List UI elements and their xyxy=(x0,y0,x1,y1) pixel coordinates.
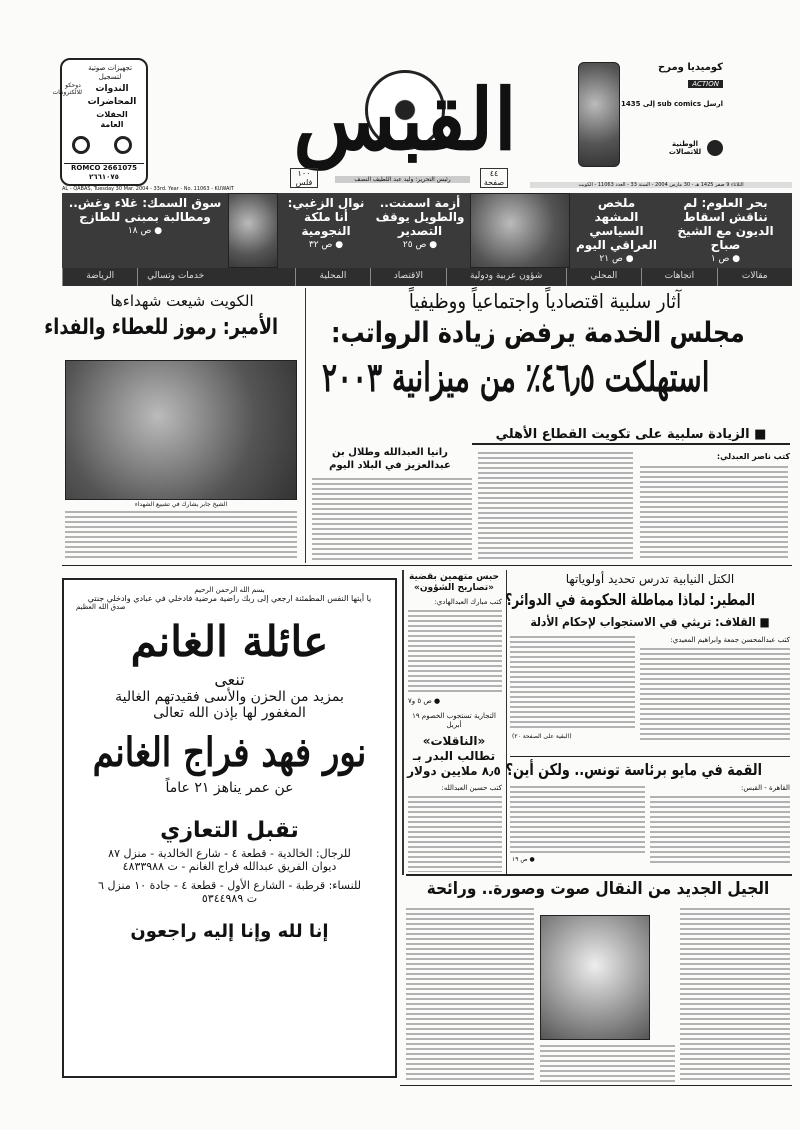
women-phone: ت ٥٣٤٤٩٨٩ xyxy=(201,892,258,905)
sms-text: ارسل sub comics إلى 1435 xyxy=(620,100,723,108)
phone-image xyxy=(578,62,620,167)
side-headline-1[interactable]: حبس متهمين بقضية «تصاريح الشؤون» xyxy=(409,572,499,593)
lead-body xyxy=(640,466,788,561)
logo-text: القبس xyxy=(293,70,517,169)
divider xyxy=(506,570,507,875)
basmala: بسم الله الرحمن الرحيم xyxy=(194,586,265,594)
brand-name: الوطنية للاتصالات xyxy=(668,140,702,156)
lead-kicker: آثار سلبية اقتصادياً واجتماعياً ووظيفياً xyxy=(408,289,682,313)
announce: تنعى xyxy=(214,670,245,689)
teaser-text: سوق السمك: غلاء وغش.. ومطالبة بمبنى للطازج xyxy=(68,196,222,224)
section-link[interactable]: الاقتصاد xyxy=(370,268,445,286)
mutair-byline: كتب عبدالمحسن جمعة وابراهيم المعيدي: xyxy=(670,636,790,644)
side-headline-2[interactable]: «الناقلات» تطالب البدر بـ ٨٫٥ ملايين دولار xyxy=(407,734,501,778)
page-ref: ● ص ١ xyxy=(710,254,741,264)
van-wheel-icon xyxy=(72,136,90,154)
summit-body xyxy=(510,786,645,854)
action-label: ACTION xyxy=(688,80,723,88)
singer-photo xyxy=(228,193,278,268)
lead-body xyxy=(478,452,633,561)
page-ref: ● ص ٣٢ xyxy=(308,240,344,250)
price: ١٠٠ فلس xyxy=(290,168,318,188)
section-link[interactable]: اتجاهات xyxy=(641,268,716,286)
ad-item: الندوات xyxy=(95,84,129,94)
visit-body xyxy=(312,478,472,561)
photo-caption: الشيخ جابر يشارك في تشييع الشهداء xyxy=(134,501,228,508)
romco-van-ad[interactable] xyxy=(52,58,148,186)
teaser-item[interactable] xyxy=(663,193,788,268)
teaser-text: أزمة اسمنت.. والطويل يوقف التصدير xyxy=(375,196,465,238)
page-ref: ● ص ٢٥ xyxy=(402,240,438,250)
newspaper-logo xyxy=(245,60,565,185)
condolence-title: تقبل التعازي xyxy=(160,818,299,843)
brand-logo-icon xyxy=(707,140,723,156)
divider xyxy=(406,874,792,876)
divider xyxy=(305,288,306,563)
editor-line: رئيس التحرير: وليد عبد اللطيف النصف xyxy=(335,176,470,183)
ad-phone: ROMCO 2661075 ٢٦٦١٠٧٥ xyxy=(64,163,144,182)
ad-title: تجهيزات صوتية لتسجيل xyxy=(88,64,132,81)
lead-sub: ■ الزيادة سلبية على تكويت القطاع الأهلي xyxy=(472,426,790,445)
teaser-text: ملخص المشهد السياسي العراقي اليوم xyxy=(576,196,657,252)
mobile-headline[interactable]: الجيل الجديد من النقال صوت وصورة.. ورائحة xyxy=(426,879,770,899)
ad-item: الحفلات العامة xyxy=(96,110,128,129)
page-ref: ● ص ١٨ xyxy=(127,226,163,236)
men-address: للرجال: الخالدية - قطعة ٤ - شارع الخالدية - منزل ٨٧ xyxy=(108,847,351,860)
ad-title: كوميديا ومرح xyxy=(658,62,723,73)
side-body-1 xyxy=(408,610,502,695)
teaser-band xyxy=(62,193,792,268)
teaser-item[interactable] xyxy=(574,193,659,268)
funeral-photo xyxy=(65,360,297,500)
emir-headline[interactable]: الأمير: رموز للعطاء والفداء xyxy=(44,315,278,340)
emir-body xyxy=(65,511,297,561)
politicians-photo xyxy=(470,193,570,268)
emir-kicker: الكويت شيعت شهداءها xyxy=(110,292,254,310)
closing-verse: إنا لله وإنا إليه راجعون xyxy=(130,921,329,942)
side-byline-1: كتب مبارك العبدالهادي: xyxy=(434,598,502,606)
dateline-ar: الثلاثاء 9 صفر 1425 هـ - 30 مارس 2004 - السنة 33 - العدد 11063 - الكويت xyxy=(530,182,792,188)
mutair-headline[interactable]: المطير: لماذا مماطلة الحكومة في الدوائر؟ xyxy=(505,590,755,609)
section-link[interactable]: مقالات xyxy=(717,268,792,286)
summit-headline[interactable]: القمة في مايو برئاسة تونس.. ولكن أين؟ xyxy=(505,760,762,779)
van-wheel-icon xyxy=(114,136,132,154)
summit-body xyxy=(650,796,790,866)
diwan-address: ديوان الفريق عبدالله فراج الغانم - ت ٤٨٣٣٩٨٨ xyxy=(122,860,337,873)
obituary-ad xyxy=(62,578,397,1078)
teaser-item[interactable] xyxy=(374,193,466,268)
dateline-en: AL - QABAS, Tuesday 30 Mar. 2004 - 33rd. Year - No. 11063 - KUWAIT xyxy=(62,186,234,192)
divider xyxy=(62,565,792,566)
page-count: ٤٤ صفحة xyxy=(480,168,508,188)
mobile-phone-photo xyxy=(540,915,650,1040)
spacer xyxy=(213,268,295,286)
lead-headline-2[interactable]: استهلكت ٤٦٫٥٪ من ميزانية ٢٠٠٣ xyxy=(322,354,710,401)
section-link[interactable]: المحلية xyxy=(295,268,370,286)
teaser-text: نوال الزغبي: أنا ملكة النجومية xyxy=(287,196,365,238)
teaser-text: بحر العلوم: لم نناقش اسقاط الديون مع الشيخ صباح xyxy=(677,196,774,252)
verse: يا أيتها النفس المطمئنة ارجعي إلى ربك راضية مرضية فادخلي في عبادي وادخلي جنتي xyxy=(87,594,372,603)
continued-note: (البقية على الصفحة ٢٠) xyxy=(512,733,572,740)
side-byline-2: كتب حسين العبدالله: xyxy=(441,784,502,792)
summit-page-ref: ● ص ١٩ xyxy=(512,856,535,863)
divider xyxy=(402,570,404,875)
age: عن عمر يناهز ٢١ عاماً xyxy=(165,780,294,796)
summit-byline: القاهرة - القبس: xyxy=(741,784,790,792)
page-ref: ● ص ٢١ xyxy=(599,254,634,264)
visit-headline[interactable]: رانيا العبدالله وطلال بن عبدالعزيز في البلاد اليوم xyxy=(329,447,451,471)
obit-line: المغفور لها بإذن الله تعالى xyxy=(153,705,306,721)
side-kicker-2: التجارية تستجوب الخصوم ١٩ أبريل xyxy=(412,712,496,729)
section-strip xyxy=(62,268,792,286)
women-address: للنساء: قرطبة - الشارع الأول - قطعة ٤ - جادة ١٠ منزل ٦ xyxy=(98,879,361,892)
ad-item: المحاضرات xyxy=(87,97,137,107)
mutair-body xyxy=(510,636,635,731)
verse-end: صدق الله العظيم xyxy=(76,603,126,611)
mobile-body xyxy=(680,908,790,1083)
teaser-item[interactable] xyxy=(282,193,370,268)
lead-byline: كتب ناصر العبدلي: xyxy=(716,452,790,461)
van-label: دوحكو للالكترونيات xyxy=(52,82,82,96)
deceased-name: نور فهد فراج الغانم xyxy=(92,729,367,776)
mutair-kicker: الكتل النيابية تدرس تحديد أولوياتها xyxy=(565,572,735,586)
mutair-body xyxy=(640,648,790,743)
section-link[interactable]: خدمات وتسالي xyxy=(137,268,212,286)
action-ad[interactable] xyxy=(578,62,723,182)
obit-line: بمزيد من الحزن والأسى فقيدتهم الغالية xyxy=(115,689,344,705)
divider xyxy=(400,1085,792,1086)
section-link[interactable]: الرياضة xyxy=(62,268,137,286)
teaser-item[interactable] xyxy=(66,193,224,268)
family-name: عائلة الغانم xyxy=(130,617,329,666)
lead-headline-1[interactable]: مجلس الخدمة يرفض زيادة الرواتب: xyxy=(331,316,745,349)
mobile-body xyxy=(406,908,534,1083)
section-link[interactable]: شؤون عربية ودولية xyxy=(446,268,566,286)
side-page-ref: ● ص ٥ و٧ xyxy=(408,697,441,705)
section-link[interactable]: المحلي xyxy=(566,268,641,286)
mobile-body xyxy=(540,1045,675,1083)
mutair-sub: ■ القلاف: تريثي في الاستجواب لإحكام الأدلة xyxy=(530,615,770,629)
divider xyxy=(510,756,790,757)
side-body-2 xyxy=(408,796,502,872)
